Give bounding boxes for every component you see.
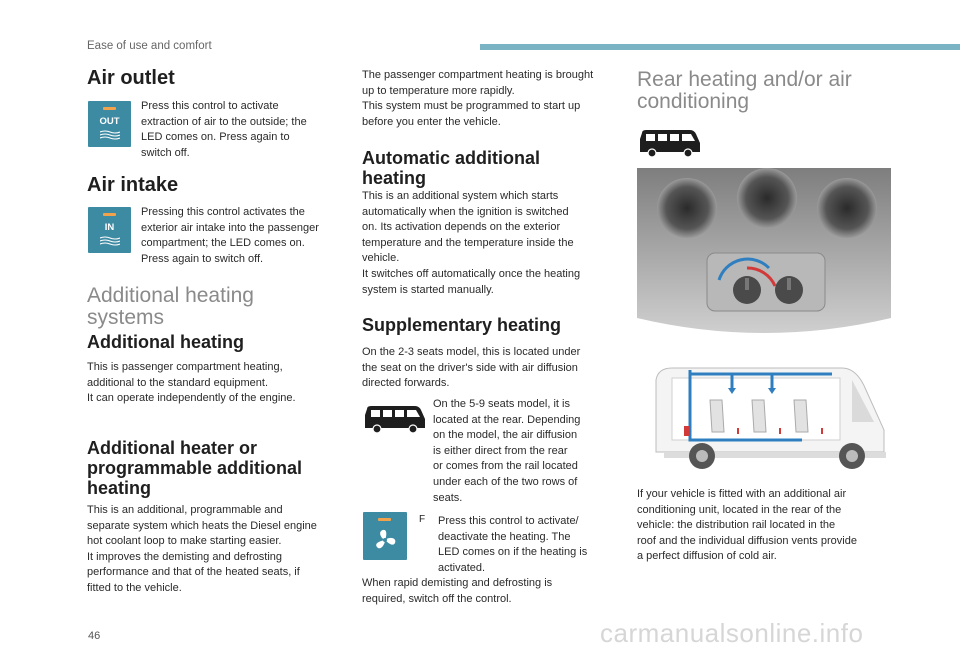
air-intake-text: Pressing this control activates the exterior air intake into the passenger compartment; the LED comes on. Press again to switch off. (141, 206, 319, 265)
van-airflow-illustration (652, 360, 890, 472)
led-indicator-icon (103, 213, 116, 216)
air-outlet-button-icon (88, 101, 131, 147)
led-indicator-icon (378, 518, 391, 521)
automatic-heating-text: This is an additional system which starts automatically when the ignition is switched on. Its activation depends on the exterior temperature and the temperature inside the vehicle. It switches off automatically once the heating system is started manually. (362, 190, 581, 296)
led-indicator-icon (103, 107, 116, 110)
supplementary-heating-title: Supplementary heating (362, 315, 562, 335)
airflow-icon (100, 130, 120, 140)
rear-control-panel-illustration (637, 168, 891, 338)
fan-control-block (419, 514, 619, 574)
fan-icon (371, 526, 399, 554)
air-outlet-title: Air outlet (87, 67, 175, 89)
bullet-marker: F (419, 514, 426, 525)
rear-model-text: On the 5-9 seats model, it is located at the rear. Depending on the model, the air diffusion is either direct from the rear or comes from the rail located under each of the two rows of seats. (433, 398, 581, 504)
fan-control-text: Press this control to activate/ deactivate the heating. The LED comes on if the heating is activated. (438, 515, 588, 574)
automatic-heating-title: Automatic additional heating (362, 148, 541, 188)
air-outlet-button-label: OUT (99, 116, 120, 127)
air-intake-title: Air intake (87, 174, 179, 196)
programmable-heating-title: Additional heater or programmable additional heating (87, 438, 303, 498)
air-intake-button-label: IN (104, 222, 115, 233)
additional-systems-title: Additional heating systems (87, 284, 254, 329)
watermark: carmanualsonline.info (600, 618, 864, 648)
rear-heating-title: Rear heating and/or air conditioning (637, 68, 852, 113)
air-intake-button-icon (88, 207, 131, 253)
additional-heating-text: This is passenger compartment heating, additional to the standard equipment. It can operate independently of the engine. (87, 361, 296, 405)
rear-heating-text: If your vehicle is fitted with an additional air conditioning unit, located in the rear of the vehicle: the distribution rail located in the roof and the individual diffusion vents provide a perfect diffusion of cold air. (637, 488, 857, 563)
airflow-icon (100, 236, 120, 246)
air-outlet-text: Press this control to activate extraction of air to the outside; the LED comes on. Press again to switch off. (141, 100, 307, 159)
page-number: 46 (88, 630, 101, 642)
additional-heating-title: Additional heating (87, 332, 244, 352)
supplementary-heating-button-icon (363, 512, 407, 560)
demisting-note-text: When rapid demisting and defrosting is required, switch off the control. (362, 577, 553, 605)
supplementary-heating-text: On the 2-3 seats model, this is located under the seat on the driver's side with air diffusion directed forwards. (362, 346, 581, 390)
section-header: Ease of use and comfort (87, 40, 212, 52)
minibus-icon (638, 127, 702, 159)
minibus-icon (363, 403, 427, 435)
heating-intro-text: The passenger compartment heating is brought up to temperature more rapidly. This system must be programmed to start up before you enter the vehicle. (362, 69, 594, 128)
programmable-heating-text: This is an additional, programmable and separate system which heats the Diesel engine hot coolant loop to make starting easier. It improves the demisting and defrosting performance and that of the heated seats, if fitted to the vehicle. (87, 504, 317, 594)
header-bar (480, 44, 960, 50)
